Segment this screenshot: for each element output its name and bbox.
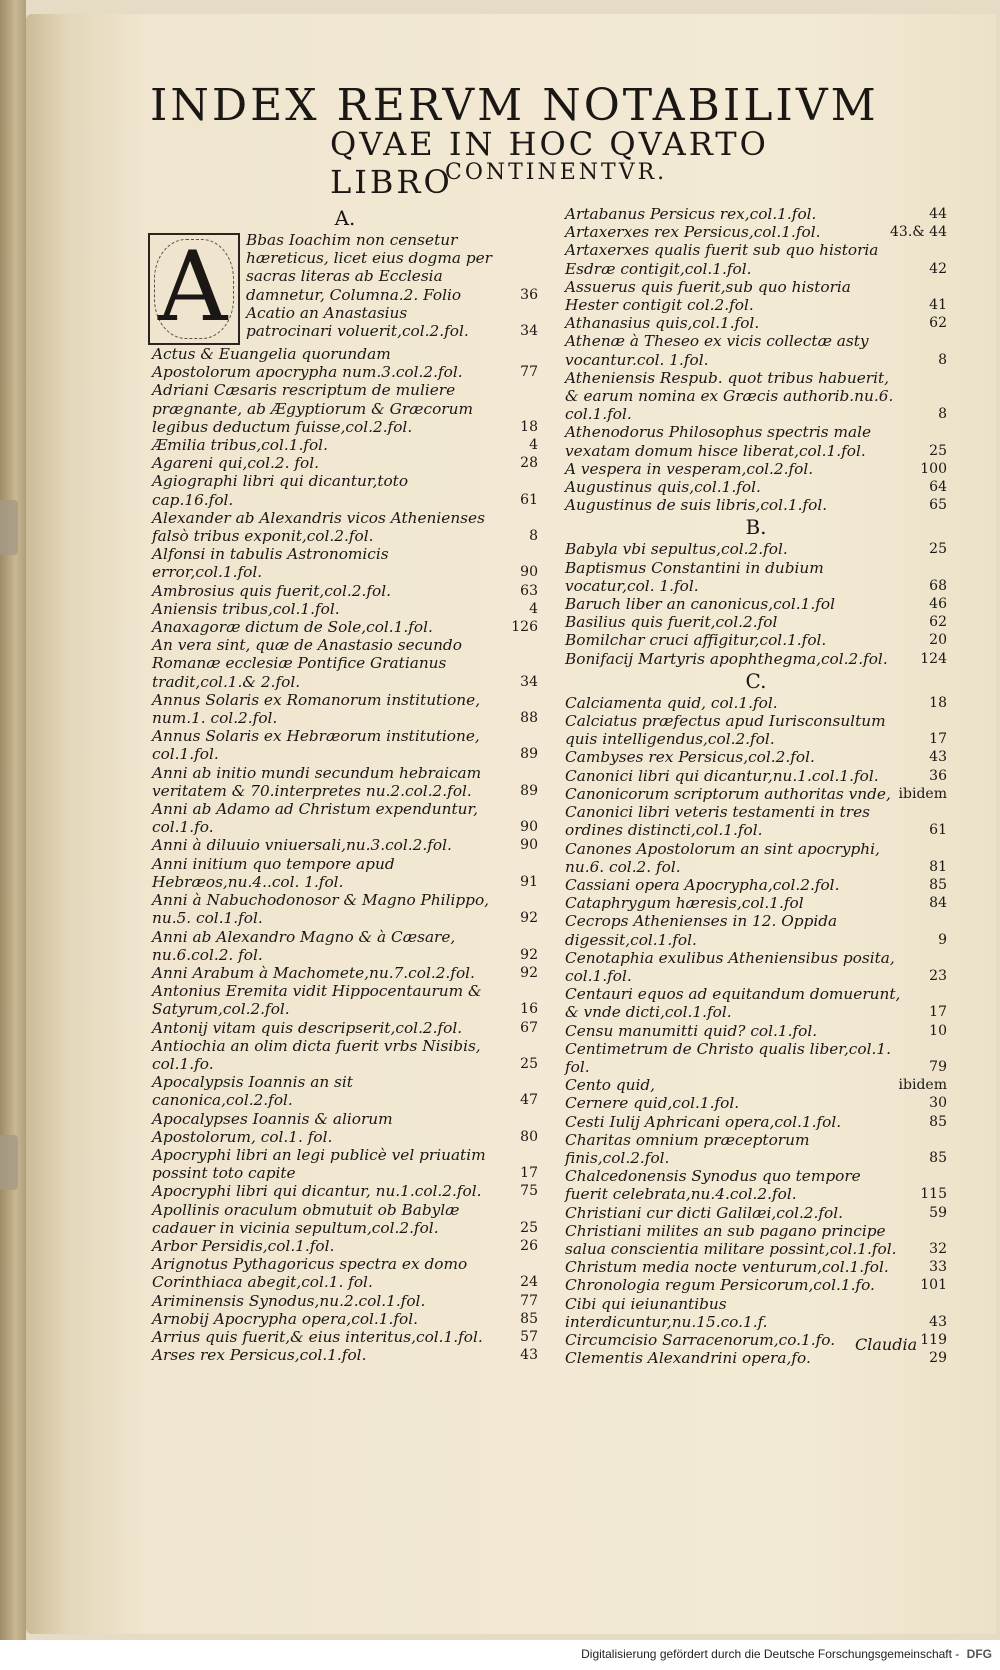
entry-text: Bbas Ioachim non censetur hæreticus, licet eius dogma per sacras literas ab Ecclesia damnetur, Columna.2. Folio <box>246 231 492 304</box>
index-entry <box>152 1073 538 1109</box>
entry-page-number: 8 <box>529 528 538 545</box>
index-entry <box>565 1167 947 1203</box>
index-entry <box>565 540 947 558</box>
entry-text: Charitas omnium præceptorum finis,col.2.fol. <box>565 1130 810 1167</box>
entry-text: Anni ab Adamo ad Christum expenduntur, col.1.fo. <box>152 800 478 837</box>
entry-page-number: 42 <box>929 260 947 277</box>
entry-page-number: 75 <box>520 1183 538 1200</box>
entry-page-number: 77 <box>520 364 538 381</box>
entry-page-number: 85 <box>929 1113 947 1130</box>
index-entry <box>565 1222 947 1258</box>
entry-text: Canonicorum scriptorum authoritas vnde, <box>565 784 891 803</box>
entry-page-number: 62 <box>929 614 947 631</box>
index-entry <box>152 1019 538 1037</box>
entry-text: Arignotus Pythagoricus spectra ex domo Corinthiaca abegit,col.1. fol. <box>152 1255 468 1292</box>
entry-text: Arbor Persidis,col.1.fol. <box>152 1236 335 1255</box>
index-entry <box>565 1094 947 1112</box>
entry-text: Athenodorus Philosophus spectris male vexatam domum hisce liberat,col.1.fol. <box>565 423 872 460</box>
index-entry <box>565 369 947 424</box>
entry-text: Cassiani opera Apocrypha,col.2.fol. <box>565 875 840 894</box>
index-entry <box>152 891 538 927</box>
entry-text: Annus Solaris ex Romanorum institutione, num.1. col.2.fol. <box>152 690 481 728</box>
entry-text: An vera sint, quæ de Anastasio secundo Romanæ ecclesiæ Pontifice Gratianus tradit,col.1.& 2.fol. <box>152 636 462 691</box>
index-entry <box>565 894 947 912</box>
entry-text: Anni ab Alexandro Magno & à Cæsare, nu.6.col.2. fol. <box>152 927 456 964</box>
entry-page-number: 41 <box>929 297 947 314</box>
entry-text: Calciamenta quid, col.1.fol. <box>565 693 778 712</box>
entry-text: Arnobij Apocrypha opera,col.1.fol. <box>152 1309 419 1328</box>
entry-text: Canonici libri qui dicantur,nu.1.col.1.fol. <box>565 766 879 785</box>
entry-page-number: 61 <box>520 491 538 508</box>
entry-text: Ambrosius quis fuerit,col.2.fol. <box>152 581 391 600</box>
index-entry <box>565 478 947 496</box>
entry-text: Cento quid, <box>565 1076 656 1095</box>
entry-text: Arses rex Persicus,col.1.fol. <box>152 1346 367 1365</box>
entry-text: Athenæ à Theseo ex vicis collectæ asty vocantur.col. 1.fol. <box>565 332 869 369</box>
index-entry <box>152 691 538 727</box>
index-entry <box>152 836 538 854</box>
binding-clip <box>0 500 18 555</box>
index-entry <box>565 803 947 839</box>
entry-page-number: 62 <box>929 315 947 332</box>
letter-heading-c: C. <box>745 668 767 693</box>
index-entry <box>565 1204 947 1222</box>
entry-text: Bonifacij Martyris apophthegma,col.2.fol. <box>565 649 888 668</box>
entry-text: A vespera in vesperam,col.2.fol. <box>565 459 814 478</box>
entry-page-number: 9 <box>938 931 947 948</box>
entry-page-number: 43 <box>929 1313 947 1330</box>
entry-page-number: 119 <box>920 1331 947 1348</box>
footer-credit <box>0 1642 992 1670</box>
entry-text: Christiani milites an sub pagano principe salua conscientia militare possint,col.1.fol. <box>565 1221 897 1258</box>
entry-page-number: 32 <box>929 1240 947 1257</box>
entry-page-number: 81 <box>929 858 947 875</box>
catchword: Claudia <box>855 1335 918 1354</box>
footer-text: Digitalisierung gefördert durch die Deutsche Forschungsgemeinschaft - <box>581 1647 960 1661</box>
entry-page-number: 4 <box>529 600 538 617</box>
entry-page-number: 67 <box>520 1019 538 1036</box>
index-entry <box>565 1113 947 1131</box>
index-entry <box>152 964 538 982</box>
entry-page-number: 89 <box>520 746 538 763</box>
entry-page-number: 34 <box>520 323 538 340</box>
index-entry <box>565 1131 947 1167</box>
entry-page-number: 115 <box>920 1186 947 1203</box>
entry-text: Centimetrum de Christo qualis liber,col.1. fol. <box>565 1039 891 1076</box>
entry-text: Cataphrygum hæresis,col.1.fol <box>565 894 804 913</box>
entry-page-number: 20 <box>929 632 947 649</box>
entry-text: Cesti Iulij Aphricani opera,col.1.fol. <box>565 1112 842 1131</box>
index-entry <box>152 381 538 436</box>
binding-clip <box>0 1135 18 1190</box>
entry-page-number: 47 <box>520 1092 538 1109</box>
initial-letter: A <box>158 233 228 343</box>
entry-page-number: 57 <box>520 1328 538 1345</box>
index-title: INDEX RERVM NOTABILIVM <box>150 80 879 131</box>
entry-text: Artaxerxes rex Persicus,col.1.fol. <box>565 223 821 242</box>
entry-text: Christum media nocte venturum,col.1.fol. <box>565 1258 889 1277</box>
index-entry <box>152 1346 538 1364</box>
letter-heading-a: A. <box>334 206 356 230</box>
entry-text: Athanasius quis,col.1.fol. <box>565 314 760 333</box>
entry-page-number: 4 <box>529 437 538 454</box>
entry-text: Anni ab initio mundi secundum hebraicam veritatem & 70.interpretes nu.2.col.2.fol. <box>152 763 482 800</box>
entry-page-number: 17 <box>929 731 947 748</box>
entry-page-number: 90 <box>520 819 538 836</box>
entry-text: Christiani cur dicti Galilæi,col.2.fol. <box>565 1203 844 1222</box>
index-entry-list <box>565 694 947 1368</box>
entry-text: Canonici libri veteris testamenti in tres ordines distincti,col.1.fol. <box>565 803 871 840</box>
index-entry <box>565 840 947 876</box>
index-entry <box>152 472 538 508</box>
index-entry <box>565 712 947 748</box>
entry-text: Arrius quis fuerit,& eius interitus,col.1.fol. <box>152 1327 483 1346</box>
entry-text: Apocryphi libri an legi publicè vel priuatim possint toto capite <box>152 1145 486 1183</box>
index-entry <box>565 876 947 894</box>
entry-page-number: 33 <box>929 1259 947 1276</box>
entry-page-number: 25 <box>520 1055 538 1072</box>
entry-text: Adriani Cæsaris rescriptum de muliere prægnante, ab Ægyptiorum & Græcorum legibus deductum fuisse,col.2.fol. <box>152 381 473 436</box>
index-entry <box>152 454 538 472</box>
entry-text: Augustinus de suis libris,col.1.fol. <box>565 496 828 515</box>
entry-text: Cenotaphia exulibus Atheniensibus posita, col.1.fol. <box>565 948 895 985</box>
index-entry <box>565 205 947 223</box>
entry-page-number: 61 <box>929 822 947 839</box>
index-subtitle: QVAE IN HOC QVARTO LIBRO <box>330 125 769 201</box>
entry-page-number: 59 <box>929 1204 947 1221</box>
index-entry <box>152 800 538 836</box>
entry-text: Agiographi libri qui dicantur,toto cap.16.fol. <box>152 472 409 509</box>
entry-page-number: 34 <box>520 673 538 690</box>
entry-page-number: 28 <box>520 455 538 472</box>
index-entry <box>152 345 538 381</box>
entry-text: Anni Arabum à Machomete,nu.7.col.2.fol. <box>152 963 475 982</box>
entry-page-number: 43 <box>520 1347 538 1364</box>
letter-heading-b: B. <box>745 515 767 540</box>
entry-text: Ariminensis Synodus,nu.2.col.1.fol. <box>152 1291 426 1310</box>
entry-page-number: ibidem <box>898 785 947 802</box>
entry-page-number: 101 <box>920 1277 947 1294</box>
index-entry <box>565 631 947 649</box>
entry-page-number: 88 <box>520 710 538 727</box>
entry-page-number: 65 <box>929 497 947 514</box>
index-entry <box>152 436 538 454</box>
index-entry <box>152 304 538 340</box>
left-column <box>152 205 538 1364</box>
index-entry <box>152 545 538 581</box>
entry-page-number: 80 <box>520 1128 538 1145</box>
entry-page-number: 90 <box>520 564 538 581</box>
index-entry <box>565 595 947 613</box>
index-entry <box>152 600 538 618</box>
intro-entries <box>152 231 538 343</box>
index-entry <box>152 618 538 636</box>
entry-text: Anni à diluuio vniuersali,nu.3.col.2.fol. <box>152 836 452 855</box>
index-entry <box>152 582 538 600</box>
index-entry <box>152 509 538 545</box>
index-entry <box>152 1292 538 1310</box>
entry-page-number: 30 <box>929 1095 947 1112</box>
entry-text: Baruch liber an canonicus,col.1.fol <box>565 595 835 614</box>
entry-page-number: 85 <box>929 1149 947 1166</box>
index-entry <box>565 1258 947 1276</box>
entry-page-number: 18 <box>929 694 947 711</box>
index-entry <box>565 223 947 241</box>
entry-page-number: 126 <box>511 619 538 636</box>
entry-text: Æmilia tribus,col.1.fol. <box>152 436 328 455</box>
entry-text: Alexander ab Alexandris vicos Athenienses falsò tribus exponit,col.2.fol. <box>152 508 485 546</box>
entry-text: Cibi qui ieiunantibus interdicuntur,nu.15.co.1.f. <box>565 1294 768 1331</box>
entry-page-number: 16 <box>520 1001 538 1018</box>
entry-page-number: 23 <box>929 967 947 984</box>
entry-text: Basilius quis fuerit,col.2.fol <box>565 613 778 632</box>
entry-text: Acatio an Anastasius patrocinari voluerit,col.2.fol. <box>246 303 469 341</box>
index-entry <box>565 1022 947 1040</box>
entry-text: Anni à Nabuchodonosor & Magno Philippo, nu.5. col.1.fol. <box>152 891 490 928</box>
entry-text: Apocryphi libri qui dicantur, nu.1.col.2.fol. <box>152 1182 482 1201</box>
entry-text: Cernere quid,col.1.fol. <box>565 1094 740 1113</box>
entry-page-number: 25 <box>929 541 947 558</box>
entry-page-number: 92 <box>520 910 538 927</box>
entry-page-number: 92 <box>520 964 538 981</box>
index-entry <box>565 767 947 785</box>
index-entry <box>565 559 947 595</box>
entry-page-number: 77 <box>520 1292 538 1309</box>
index-entry <box>565 332 947 368</box>
entry-text: Assuerus quis fuerit,sub quo historia Hester contigit col.2.fol. <box>565 277 851 315</box>
entry-page-number: 25 <box>520 1219 538 1236</box>
index-entry <box>152 727 538 763</box>
entry-text: Antonij vitam quis descripserit,col.2.fol. <box>152 1018 463 1037</box>
entry-page-number: 91 <box>520 873 538 890</box>
index-entry <box>152 1237 538 1255</box>
entry-page-number: 43.& 44 <box>890 224 947 241</box>
entry-page-number: 85 <box>520 1310 538 1327</box>
entry-text: Annus Solaris ex Hebræorum institutione, col.1.fol. <box>152 727 480 764</box>
entry-text: Babyla vbi sepultus,col.2.fol. <box>565 540 788 559</box>
index-entry <box>565 278 947 314</box>
entry-text: Baptismus Constantini in dubium vocatur,col. 1.fol. <box>565 558 824 595</box>
index-entry <box>565 650 947 668</box>
entry-text: Artaxerxes qualis fuerit sub quo historia Esdræ contigit,col.1.fol. <box>565 241 879 278</box>
entry-page-number: 44 <box>929 206 947 222</box>
index-entry <box>565 748 947 766</box>
index-entry <box>565 241 947 277</box>
index-entry <box>152 1110 538 1146</box>
entry-page-number: 64 <box>929 479 947 496</box>
entry-text: Clementis Alexandrini opera,fo. <box>565 1349 811 1368</box>
book-spine-edge <box>0 0 26 1640</box>
index-entry <box>152 1182 538 1200</box>
index-entry <box>565 694 947 712</box>
entry-page-number: 24 <box>520 1274 538 1291</box>
index-entry <box>565 460 947 478</box>
index-entry <box>152 636 538 691</box>
entry-text: Canones Apostolorum an sint apocryphi, nu.6. col.2. fol. <box>565 839 880 876</box>
entry-page-number: 8 <box>938 351 947 368</box>
entry-page-number: 10 <box>929 1022 947 1039</box>
entry-page-number: 85 <box>929 876 947 893</box>
entry-text: Agareni qui,col.2. fol. <box>152 454 319 473</box>
index-entry <box>565 1040 947 1076</box>
index-entry <box>565 912 947 948</box>
entry-page-number: 36 <box>520 286 538 303</box>
entry-text: Apollinis oraculum obmutuit ob Babylæ cadauer in vicinia sepultum,col.2.fol. <box>152 1200 460 1237</box>
entry-text: Chronologia regum Persicorum,col.1.fo. <box>565 1276 875 1295</box>
index-entry <box>565 613 947 631</box>
entry-page-number: 26 <box>520 1237 538 1254</box>
entry-text: Cecrops Athenienses in 12. Oppida digessit,col.1.fol. <box>565 912 838 949</box>
index-entry <box>565 785 947 803</box>
entry-text: Calciatus præfectus apud Iurisconsultum quis intelligendus,col.2.fol. <box>565 712 886 749</box>
entry-page-number: 8 <box>938 406 947 423</box>
entry-page-number: 68 <box>929 577 947 594</box>
entry-page-number: 36 <box>929 767 947 784</box>
entry-text: Apocalypses Ioannis & aliorum Apostolorum, col.1. fol. <box>152 1109 393 1146</box>
entry-page-number: 90 <box>520 837 538 854</box>
entry-text: Cambyses rex Persicus,col.2.fol. <box>565 748 815 767</box>
index-entry <box>565 985 947 1021</box>
entry-page-number: 79 <box>929 1058 947 1075</box>
entry-page-number: 46 <box>929 596 947 613</box>
index-entry <box>152 231 538 304</box>
entry-text: Anni initium quo tempore apud Hebræos,nu.4..col. 1.fol. <box>152 854 395 891</box>
entry-page-number: 100 <box>920 460 947 477</box>
index-entry <box>565 496 947 514</box>
right-column <box>565 205 947 1367</box>
entry-text: Circumcisio Sarracenorum,co.1.fo. <box>565 1330 836 1349</box>
entry-text: Apocalypsis Ioannis an sit canonica,col.2.fol. <box>152 1073 353 1110</box>
entry-text: Augustinus quis,col.1.fol. <box>565 478 761 497</box>
entry-text: Antiochia an olim dicta fuerit vrbs Nisibis, col.1.fo. <box>152 1036 481 1073</box>
index-entry <box>565 1076 947 1094</box>
entry-text: Aniensis tribus,col.1.fol. <box>152 599 340 618</box>
index-entry <box>152 855 538 891</box>
entry-text: Atheniensis Respub. quot tribus habuerit, & earum nomina ex Græcis authorib.nu.6. col.1.fol. <box>565 368 894 424</box>
index-entry-list <box>152 345 538 1364</box>
entry-page-number: 25 <box>929 442 947 459</box>
index-entry <box>152 1310 538 1328</box>
index-entry <box>152 1201 538 1237</box>
entry-page-number: 92 <box>520 946 538 963</box>
index-entry-list <box>565 540 947 667</box>
entry-page-number: 124 <box>920 650 947 667</box>
index-entry <box>565 1295 947 1331</box>
entry-text: Bomilchar cruci affigitur,col.1.fol. <box>565 631 827 650</box>
entry-text: Anaxagoræ dictum de Sole,col.1.fol. <box>152 618 433 637</box>
entry-page-number: 89 <box>520 782 538 799</box>
index-entry <box>152 1255 538 1291</box>
entry-page-number: 84 <box>929 895 947 912</box>
entry-page-number: 63 <box>520 582 538 599</box>
entry-text: Centauri equos ad equitandum domuerunt, & vnde dicti,col.1.fol. <box>565 985 901 1022</box>
entry-text: Artabanus Persicus rex,col.1.fol. <box>565 205 817 223</box>
entry-page-number: 17 <box>929 1004 947 1021</box>
entry-text: Antonius Eremita vidit Hippocentaurum & Satyrum,col.2.fol. <box>152 982 482 1019</box>
index-entry <box>152 1328 538 1346</box>
entry-page-number: 17 <box>520 1165 538 1182</box>
entry-page-number: 18 <box>520 418 538 435</box>
entry-text: Chalcedonensis Synodus quo tempore fuerit celebrata,nu.4.col.2.fol. <box>565 1167 861 1204</box>
index-entry <box>152 1037 538 1073</box>
index-entry <box>565 1276 947 1294</box>
index-entry <box>152 928 538 964</box>
entry-text: Censu manumitti quid? col.1.fol. <box>565 1021 818 1040</box>
index-entry <box>565 423 947 459</box>
entry-page-number: ibidem <box>898 1077 947 1094</box>
entry-page-number: 29 <box>929 1350 947 1367</box>
index-subtitle-2: CONTINENTVR. <box>445 160 668 185</box>
entry-page-number: 43 <box>929 749 947 766</box>
index-entry <box>565 949 947 985</box>
entry-text: Alfonsi in tabulis Astronomicis error,col.1.fol. <box>152 545 389 582</box>
index-entry <box>152 1146 538 1182</box>
entry-text: Actus & Euangelia quorundam Apostolorum apocrypha num.3.col.2.fol. <box>152 345 463 382</box>
index-entry <box>152 764 538 800</box>
index-entry-list <box>565 205 947 514</box>
dfg-logo: DFG <box>966 1647 992 1661</box>
index-entry <box>152 982 538 1018</box>
index-entry <box>565 314 947 332</box>
